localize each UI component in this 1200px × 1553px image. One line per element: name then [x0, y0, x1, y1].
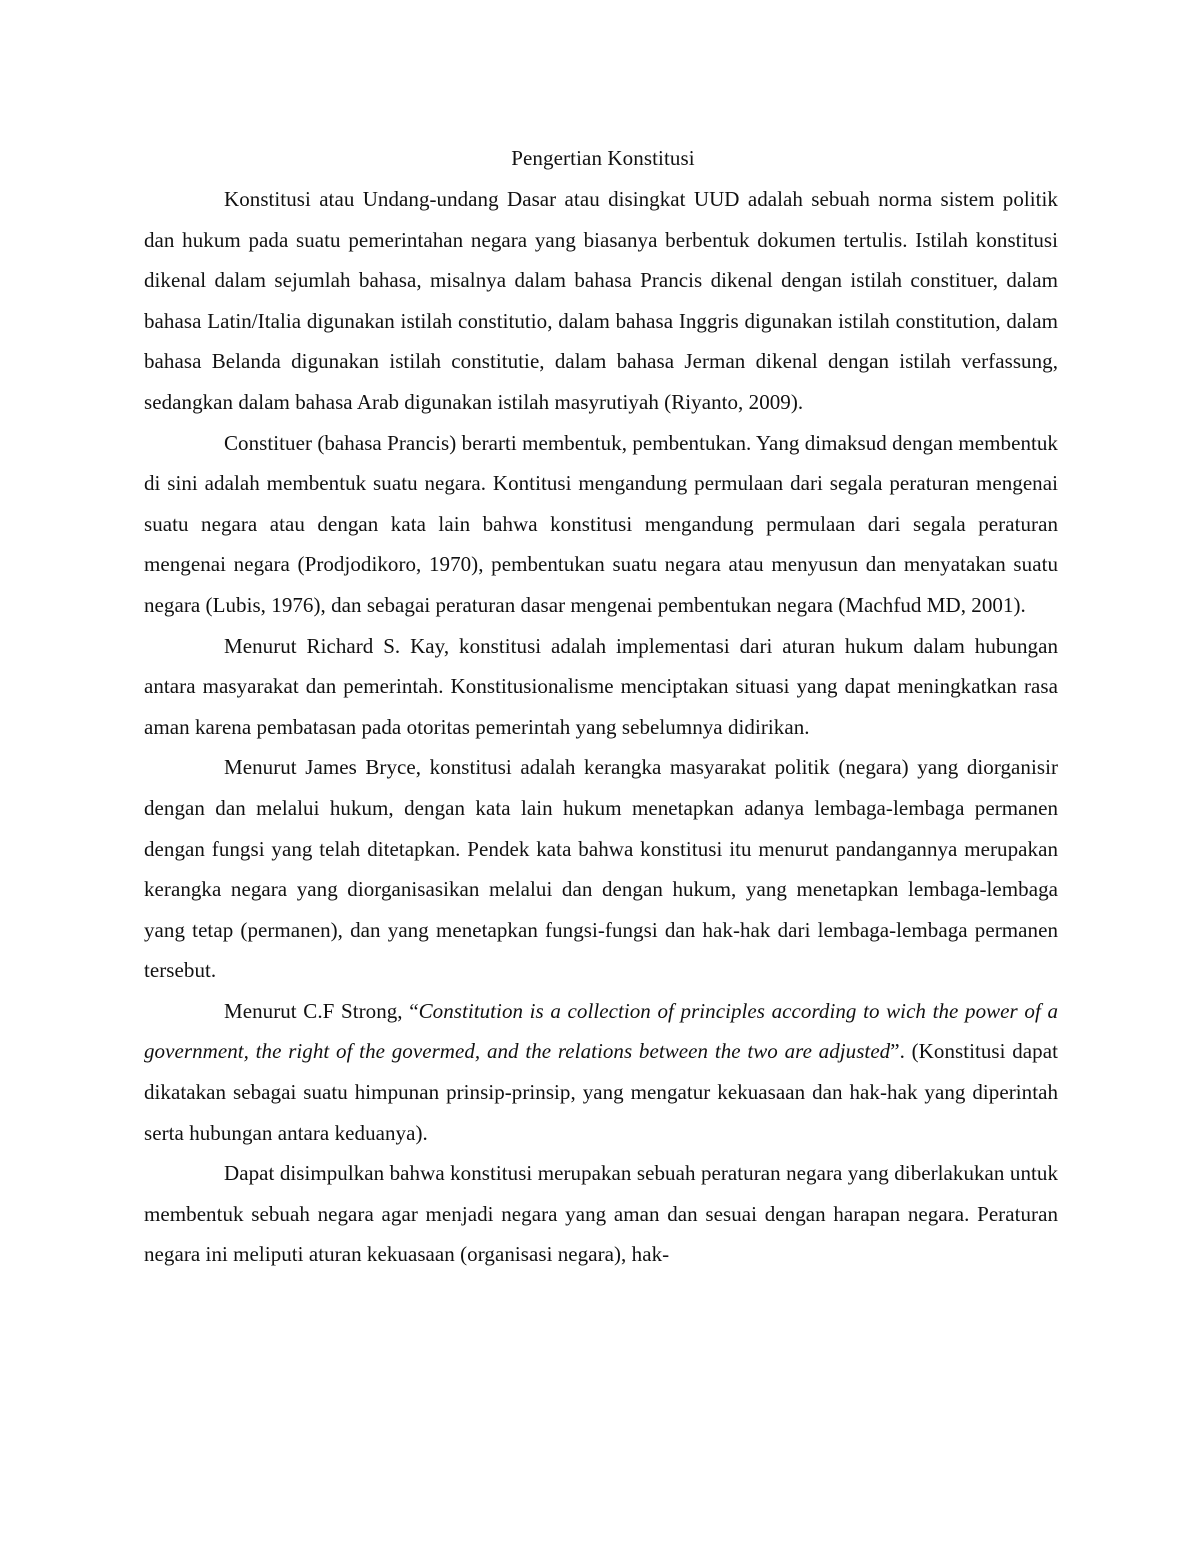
paragraph-james-bryce: Menurut James Bryce, konstitusi adalah kerangka masyarakat politik (negara) yang diorganisir dengan dan melalui hukum, dengan kata lain hukum menetapkan adanya lembaga-lembaga permanen dengan fungsi yang telah ditetapkan. Pendek kata bahwa konstitusi itu menurut pandangannya merupakan kerangka negara yang diorganisasikan melalui dan dengan hukum, yang menetapkan lembaga-lembaga yang tetap (permanen), dan yang menetapkan fungsi-fungsi dan hak-hak dari lembaga-lembaga permanen tersebut. [144, 755, 1058, 983]
paragraph-cf-strong [144, 991, 1058, 1153]
paragraph-richard-kay: Menurut Richard S. Kay, konstitusi adalah implementasi dari aturan hukum dalam hubungan antara masyarakat dan pemerintah. Konstitusionalisme menciptakan situasi yang dapat meningkatkan rasa aman karena pembatasan pada otoritas pemerintah yang sebelumnya didirikan. [144, 633, 1058, 739]
paragraph-conclusion: Dapat disimpulkan bahwa konstitusi merupakan sebuah peraturan negara yang diberlakukan untuk membentuk sebuah negara agar menjadi negara yang aman dan sesuai dengan harapan negara. Peraturan negara ini meliputi aturan kekuasaan (organisasi negara), hak- [144, 1161, 1058, 1267]
paragraph-constituer: Constituer (bahasa Prancis) berarti membentuk, pembentukan. Yang dimaksud dengan membentuk di sini adalah membentuk suatu negara. Kontitusi mengandung permulaan dari segala peraturan mengenai suatu negara atau dengan kata lain bahwa konstitusi mengandung permulaan dari segala peraturan mengenai negara (Prodjodikoro, 1970), pembentukan suatu negara atau menyusun dan menyatakan suatu negara (Lubis, 1976), dan sebagai peraturan dasar mengenai pembentukan negara (Machfud MD, 2001). [144, 430, 1058, 617]
document-body [144, 140, 1058, 1275]
strong-lead: Menurut C.F Strong, “ [224, 998, 419, 1023]
strong-tail: ”. (Konstitusi dapat dikatakan sebagai suatu himpunan prinsip-prinsip, yang mengatur kekuasaan dan hak-hak yang diperintah serta hubungan antara keduanya). [144, 1039, 1058, 1145]
strong-quote: Constitution is a collection of principles according to wich the power of a government, the right of the govermed, and the relations between the two are adjusted [144, 998, 1058, 1064]
paragraph-definition: Konstitusi atau Undang-undang Dasar atau disingkat UUD adalah sebuah norma sistem politik dan hukum pada suatu pemerintahan negara yang biasanya berbentuk dokumen tertulis. Istilah konstitusi dikenal dalam sejumlah bahasa, misalnya dalam bahasa Prancis dikenal dengan istilah constituer, dalam bahasa Latin/Italia digunakan istilah constitutio, dalam bahasa Inggris digunakan istilah constitution, dalam bahasa Belanda digunakan istilah constitutie, dalam bahasa Jerman dikenal dengan istilah verfassung, sedangkan dalam bahasa Arab digunakan istilah masyrutiyah (Riyanto, 2009). [144, 187, 1058, 414]
page-title: Pengertian Konstitusi [511, 146, 695, 170]
